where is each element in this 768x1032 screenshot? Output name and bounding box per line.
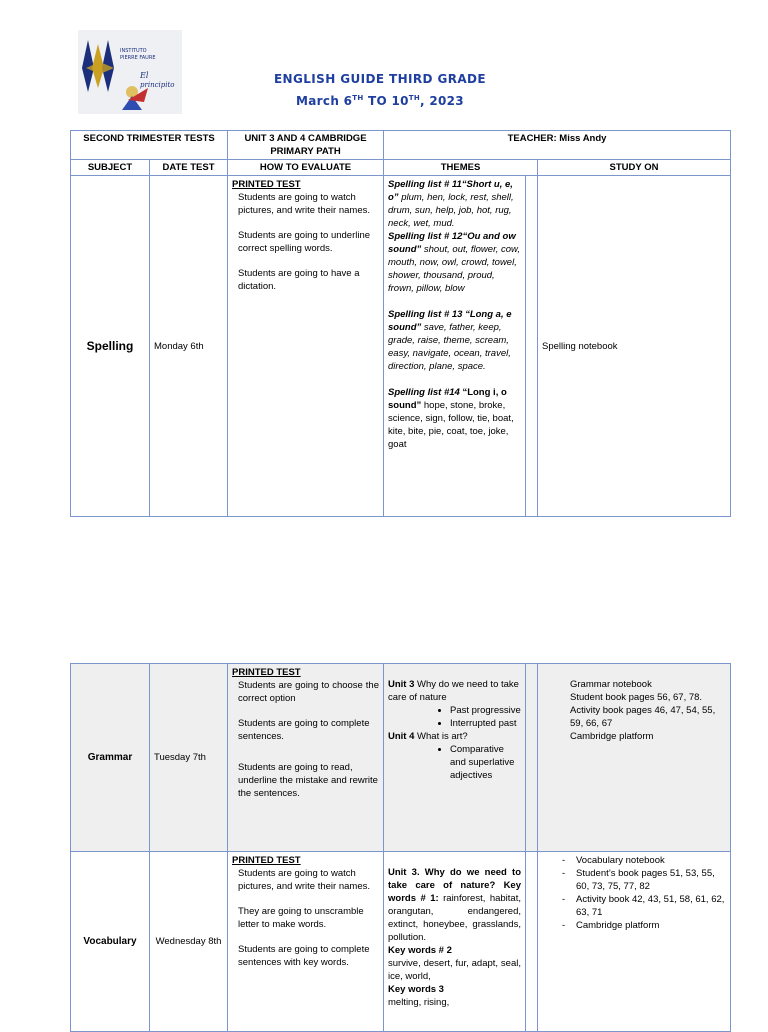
teacher-cell: TEACHER: Miss Andy	[384, 131, 731, 160]
spelling-list-11: Spelling list # 11“Short u, e, o” plum, hen, lock, rest, shell, drum, sun, help, job, hot, rug, neck, wet, mud.	[388, 179, 514, 229]
spelling-list-14: Spelling list #14 “Long i, o sound” hope, stone, broke, science, sign, follow, tie, boat, kite, bite, pie, coat, toe, joke, goat	[388, 387, 514, 450]
date-grammar: Tuesday 7th	[150, 664, 228, 852]
col-date: DATE TEST	[150, 160, 228, 176]
date-prefix: March 6	[296, 94, 353, 108]
study-item: - Vocabulary notebook	[562, 854, 726, 867]
printed-test-label: PRINTED TEST	[232, 667, 301, 678]
themes-grammar	[384, 664, 526, 852]
date-sup-1: TH	[352, 94, 364, 102]
subject-grammar: Grammar	[71, 664, 150, 852]
date-mid: TO 10	[363, 94, 409, 108]
divider-cell	[526, 176, 538, 517]
study-item: Cambridge platform	[570, 731, 654, 742]
topic-item: • Interrupted past	[450, 717, 521, 730]
date-vocabulary: Wednesday 8th	[150, 852, 228, 1032]
logo-text-3: El	[140, 71, 149, 80]
header-row-2	[71, 160, 731, 176]
topic-item: • Past progressive	[450, 704, 521, 717]
subject-vocabulary: Vocabulary	[71, 852, 150, 1032]
col-themes: THEMES	[384, 160, 538, 176]
unit-4-topics	[388, 743, 521, 782]
date-spelling: Monday 6th	[150, 176, 228, 517]
grammar-row	[71, 664, 731, 852]
unit-3-topics	[388, 704, 521, 730]
col-subject: SUBJECT	[71, 160, 150, 176]
study-item: - Cambridge platform	[562, 919, 726, 932]
key-words-3: Key words 3	[388, 984, 444, 995]
key-words-2-list: survive, desert, fur, adapt, seal, ice, world,	[388, 958, 521, 982]
eval-text: Students are going to have a dictation.	[238, 268, 360, 292]
eval-text: Students are going to complete sentences.	[238, 718, 370, 742]
vocabulary-row	[71, 852, 731, 1032]
evaluate-vocabulary	[228, 852, 384, 1032]
eval-text: Students are going to choose the correct option	[238, 680, 379, 704]
study-spelling: Spelling notebook	[538, 176, 731, 517]
divider-cell	[526, 852, 538, 1032]
study-list	[542, 854, 726, 932]
vocab-unit-3: Unit 3. Why do we need to take care of nature? Key words # 1: rainforest, habitat, orangutan, endangered, extinct, honeybee, grasslands, pollution.	[388, 867, 521, 943]
grammar-unit-4: Unit 4 What is art?	[388, 731, 468, 742]
study-vocabulary	[538, 852, 731, 1032]
trimester-cell: SECOND TRIMESTER TESTS	[71, 131, 228, 160]
study-item: Activity book pages 46, 47, 54, 55, 59, 66, 67	[570, 705, 716, 729]
key-words-2: Key words # 2	[388, 945, 452, 956]
key-words-3-list: melting, rising,	[388, 997, 450, 1008]
header-row-1	[71, 131, 731, 160]
subject-spelling: Spelling	[71, 176, 150, 517]
eval-text: Students are going to complete sentences with key words.	[238, 944, 370, 968]
logo-text-1: INSTITUTO	[120, 48, 147, 54]
col-evaluate: HOW TO EVALUATE	[228, 160, 384, 176]
logo-text-4: principito	[140, 81, 175, 89]
eval-text: Students are going to watch pictures, and write their names.	[238, 192, 371, 216]
grammar-unit-3: Unit 3 Why do we need to take care of nature	[388, 679, 519, 703]
spelling-list-13: Spelling list # 13 “Long a, e sound” save, father, keep, grade, raise, theme, scream, easy, navigate, ocean, travel, direction, plane, space.	[388, 309, 512, 372]
study-grammar	[538, 664, 731, 852]
study-item: - Student’s book pages 51, 53, 55, 60, 73, 75, 77, 82	[562, 867, 726, 893]
eval-text: They are going to unscramble letter to make words.	[238, 906, 364, 930]
divider-cell	[526, 664, 538, 852]
study-item: Grammar notebook	[570, 679, 652, 690]
study-item: - Activity book 42, 43, 51, 58, 61, 62, 63, 71	[562, 893, 726, 919]
spelling-table	[70, 130, 731, 517]
spelling-row	[71, 176, 731, 517]
themes-vocabulary	[384, 852, 526, 1032]
date-range	[0, 94, 760, 108]
evaluate-grammar	[228, 664, 384, 852]
date-suffix: , 2023	[420, 94, 464, 108]
eval-text: Students are going to watch pictures, and write their names.	[238, 868, 371, 892]
evaluate-spelling	[228, 176, 384, 517]
study-item: Student book pages 56, 67, 78.	[570, 692, 703, 703]
page-title: ENGLISH GUIDE THIRD GRADE	[273, 72, 487, 86]
topic-item: • Comparative and superlative adjectives	[450, 743, 521, 782]
logo-text-2: PIERRE FAURE	[120, 55, 156, 61]
eval-text: Students are going to read, underline the mistake and rewrite the sentences.	[238, 762, 378, 799]
col-study: STUDY ON	[538, 160, 731, 176]
grammar-vocabulary-table	[70, 663, 731, 1032]
printed-test-label: PRINTED TEST	[232, 179, 301, 190]
spelling-list-12: Spelling list # 12“Ou and ow sound” shout, out, flower, cow, mouth, now, owl, crowd, towel, shower, thousand, proud, frown, pillow, blow	[388, 231, 520, 294]
themes-spelling	[384, 176, 526, 517]
printed-test-label: PRINTED TEST	[232, 855, 301, 866]
eval-text: Students are going to underline correct spelling words.	[238, 230, 371, 254]
date-sup-2: TH	[408, 94, 421, 102]
units-cell: UNIT 3 AND 4 CAMBRIDGE PRIMARY PATH	[228, 131, 384, 160]
